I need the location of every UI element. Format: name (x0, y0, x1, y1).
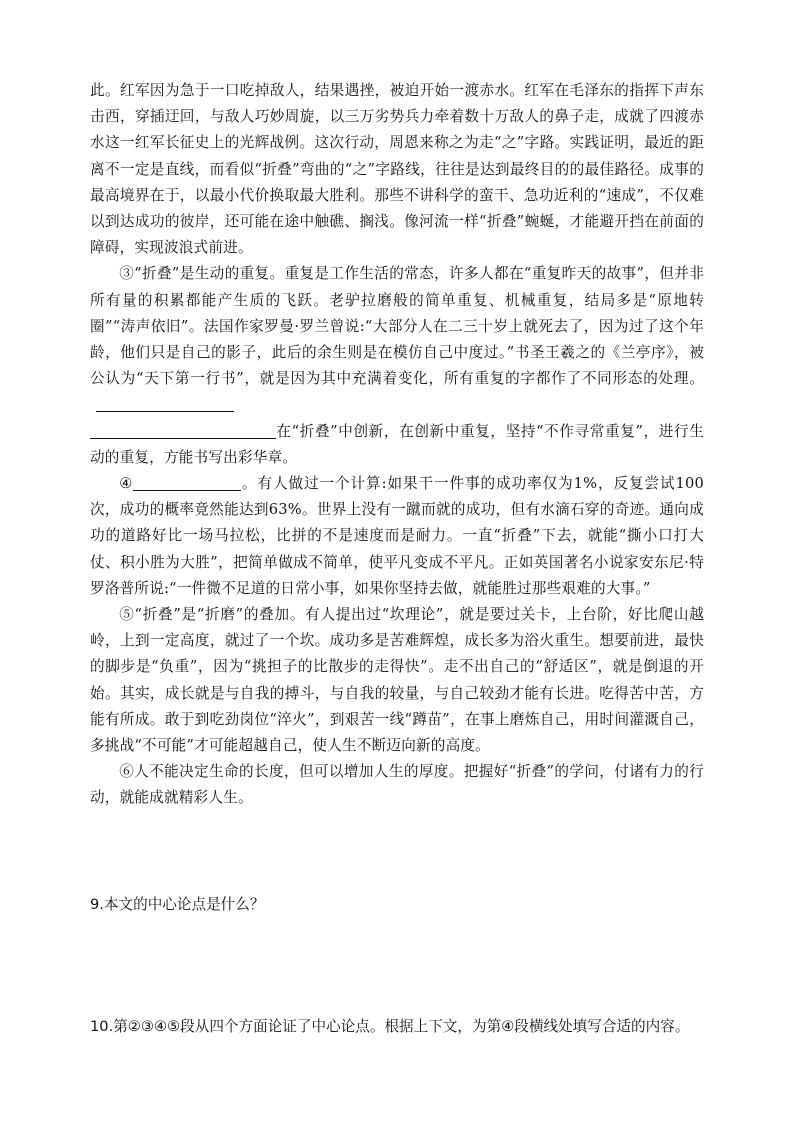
paragraph-3 (90, 261, 704, 471)
answer-blank-2[interactable] (90, 422, 276, 439)
paragraph-4-number: ④ (119, 475, 134, 493)
paragraph-3-text-b: 在“折叠”中创新，在创新中重复，坚持“不作寻常重复”，进行生动的重复，方能书写出彩华章。 (90, 422, 704, 466)
paragraph-3-text-a: ③“折叠”是生动的重复。重复是工作生活的常态，许多人都在“重复昨天的故事”，但并非所有量的积累都能产生质的飞跃。老驴拉磨般的简单重复、机械重复，结局多是“原地转圈”“涛声依旧”。法国作家罗曼·罗兰曾说:“大部分人在二三十岁上就死去了，因为过了这个年龄，他们只是自己的影子，此后的余生则是在模仿自己中度过。”书圣王羲之的《兰亭序》，被公认为“天下第一行书”，就是因为其中充满着变化，所有重复的字都作了不同形态的处理。 (90, 265, 704, 388)
paragraph-6: ⑥人不能决定生命的长度，但可以增加人生的厚度。把握好“折叠”的学问，付诸有力的行动，就能成就精彩人生。 (90, 763, 704, 807)
question-10: 10.第②③④⑤段从四个方面论证了中心论点。根据上下文，为第④段横线处填写合适的内容。 (90, 1018, 690, 1035)
paragraph-4 (90, 471, 704, 602)
question-9: 9.本文的中心论点是什么？ (90, 896, 265, 913)
answer-blank-1[interactable] (96, 395, 234, 412)
answer-blank-paragraph-4[interactable] (133, 474, 241, 491)
paragraph-5: ⑤“折叠”是“折磨”的叠加。有人提出过“坎理论”，就是要过关卡，上台阶，好比爬山越岭，上到一定高度，就过了一个坎。成功多是苦难辉煌，成长多为浴火重生。想要前进，最快的脚步是“负重”，因为“挑担子的比散步的走得快”。走不出自己的“舒适区”，就是倒退的开始。其实，成长就是与自我的搏斗，与自我的较量，与自己较劲才能有长进。吃得苦中苦，方能有所成。敢于到吃劲岗位“淬火”，到艰苦一线“蹲苗”，在事上磨炼自己，用时间灌溉自己，多挑战“不可能”才可能超越自己，使人生不断迈向新的高度。 (90, 606, 704, 755)
article-body (90, 78, 704, 812)
paragraph-2-tail: 此。红军因为急于一口吃掉敌人，结果遇挫，被迫开始一渡赤水。红军在毛泽东的指挥下声东击西，穿插迂回，与敌人巧妙周旋，以三万劣势兵力牵着数十万敌人的鼻子走，成就了四渡赤水这一红军长征史上的光辉战例。这次行动，周恩来称之为走“之”字路。实践证明，最近的距离不一定是直线，而看似“折叠”弯曲的“之”字路线，往往是达到最终目的的最佳路径。成事的最高境界在于，以最小代价换取最大胜利。那些不讲科学的蛮干、急功近利的“速成”，不仅难以到达成功的彼岸，还可能在途中触礁、搁浅。像河流一样“折叠”蜿蜒，才能避开挡在前面的障碍，实现波浪式前进。 (90, 82, 704, 257)
paragraph-4-text: 。有人做过一个计算:如果干一件事的成功率仅为1%，反复尝试100次，成功的概率竟然能达到63%。世界上没有一蹴而就的成功，但有水滴石穿的奇迹。通向成功的道路好比一场马拉松，比拼的不是速度而是耐力。一直“折叠”下去，就能“撕小口打大仗、积小胜为大胜”，把简单做成不简单，使平凡变成不平凡。正如英国著名小说家安东尼·特罗洛普所说:“一件微不足道的日常小事，如果你坚持去做，就能胜过那些艰难的大事。” (90, 475, 704, 597)
